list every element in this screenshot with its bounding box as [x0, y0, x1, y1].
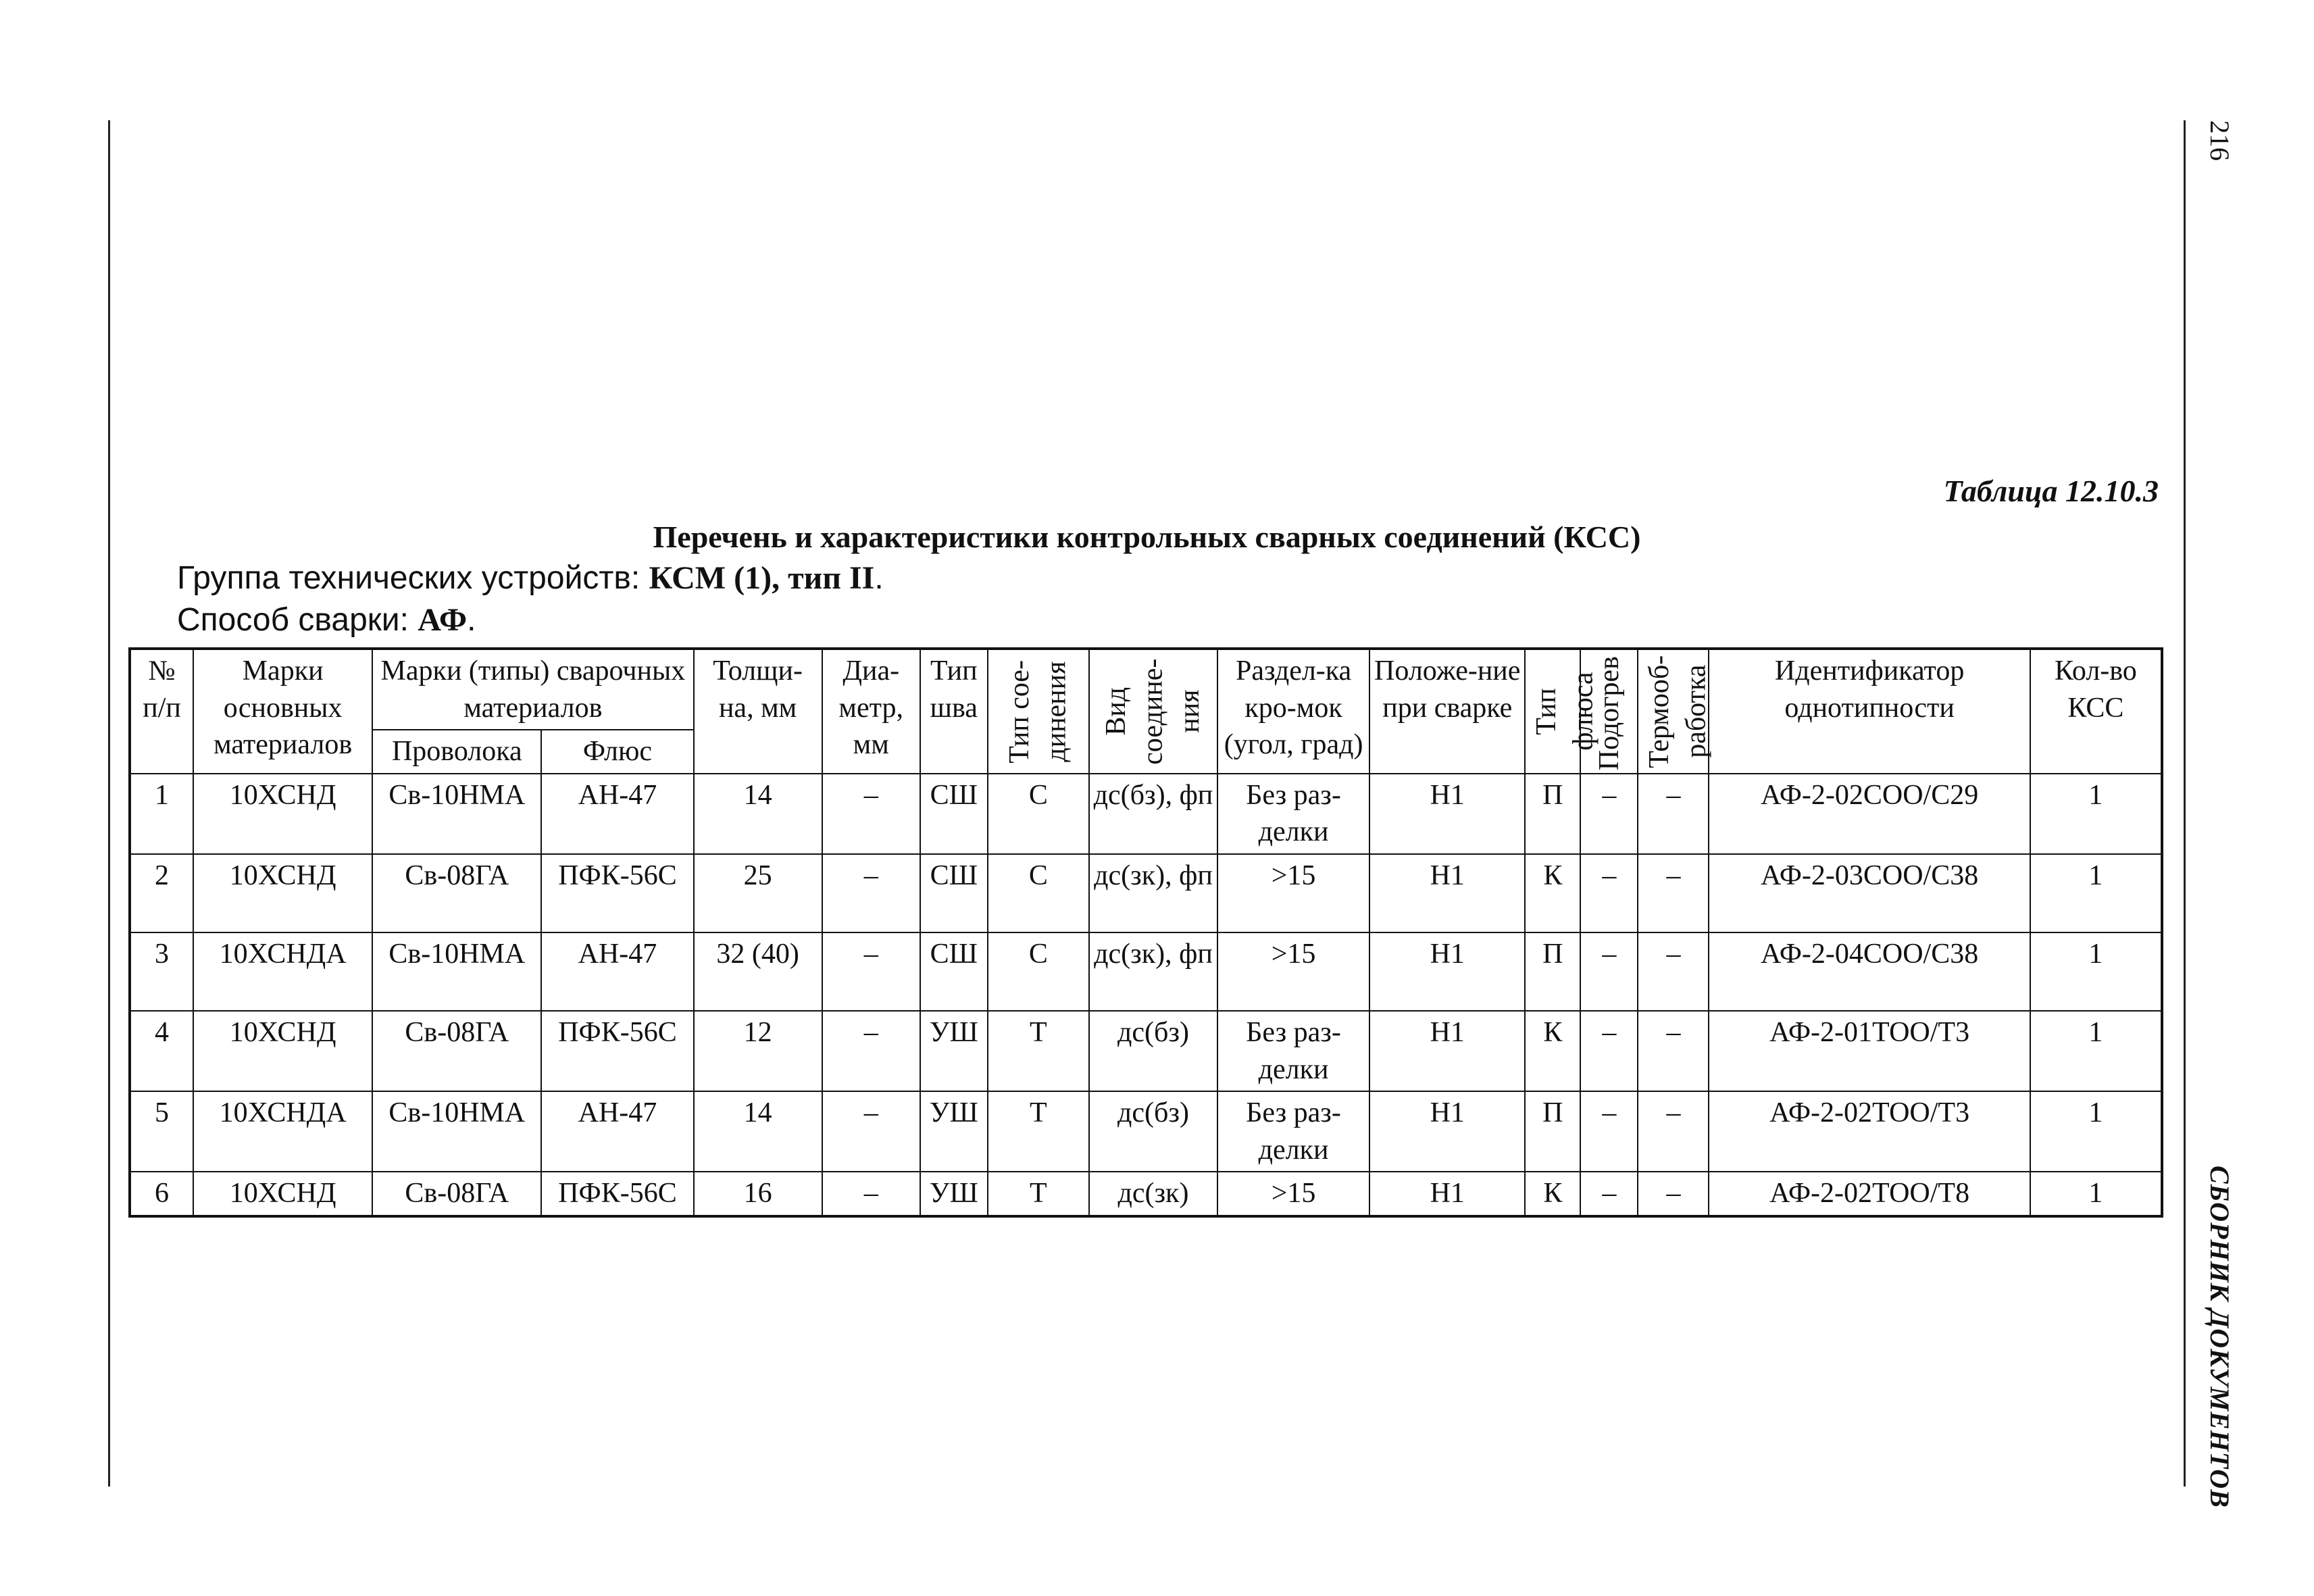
header-thickness: Толщи-на, мм: [694, 649, 822, 774]
cell-diameter: –: [822, 932, 920, 1011]
cell-position: Н1: [1369, 1172, 1525, 1216]
cell-position: Н1: [1369, 932, 1525, 1011]
cell-joint-type: Т: [988, 1011, 1089, 1091]
header-position: Положе-ние при сварке: [1369, 649, 1525, 774]
cell-flux-type: К: [1525, 854, 1580, 932]
table-header-row: [130, 649, 2162, 730]
cell-flux-type: П: [1525, 774, 1580, 854]
cell-count: 1: [2030, 854, 2162, 932]
cell-flux-type: П: [1525, 932, 1580, 1011]
running-title: СБОРНИК ДОКУМЕНТОВ: [2205, 1166, 2235, 1508]
cell-seam-type: СШ: [920, 854, 988, 932]
cell-joint-type: С: [988, 932, 1089, 1011]
cell-count: 1: [2030, 1172, 2162, 1216]
cell-thickness: 14: [694, 1091, 822, 1172]
cell-flux: ПФК-56С: [541, 854, 693, 932]
header-seam-type: Тип шва: [920, 649, 988, 774]
cell-seam-type: УШ: [920, 1091, 988, 1172]
cell-identifier: АФ-2-01ТОО/Т3: [1709, 1011, 2030, 1091]
table-row: [130, 1172, 2162, 1216]
cell-identifier: АФ-2-03СОО/С38: [1709, 854, 2030, 932]
table-row: [130, 1091, 2162, 1172]
header-flux-type-cell: [1525, 649, 1599, 774]
cell-flux-type: П: [1525, 1091, 1580, 1172]
left-margin-rule: [108, 120, 110, 1487]
cell-preheat: –: [1580, 1091, 1638, 1172]
cell-base-material: 10ХСНД: [193, 854, 372, 932]
cell-num: 3: [130, 932, 193, 1011]
cell-preheat: –: [1580, 774, 1638, 854]
header-count: Кол-во КСС: [2030, 649, 2162, 774]
cell-preheat: –: [1580, 854, 1638, 932]
cell-base-material: 10ХСНДА: [193, 932, 372, 1011]
cell-flux: АН-47: [541, 1091, 693, 1172]
cell-seam-type: СШ: [920, 932, 988, 1011]
cell-position: Н1: [1369, 774, 1525, 854]
equipment-group-value: КСМ (1), тип II: [649, 560, 875, 596]
cell-heat-treatment: –: [1638, 1091, 1709, 1172]
cell-identifier: АФ-2-02ТОО/Т3: [1709, 1091, 2030, 1172]
cell-base-material: 10ХСНД: [193, 774, 372, 854]
header-joint-kind-cell: [1089, 649, 1217, 774]
cell-wire: Св-10НМА: [372, 1091, 541, 1172]
cell-preheat: –: [1580, 1172, 1638, 1216]
kss-table: [128, 647, 2163, 1218]
cell-heat-treatment: –: [1638, 774, 1709, 854]
cell-wire: Св-08ГА: [372, 1011, 541, 1091]
cell-position: Н1: [1369, 854, 1525, 932]
cell-edge-prep: Без раз-делки: [1217, 1091, 1369, 1172]
cell-thickness: 32 (40): [694, 932, 822, 1011]
cell-base-material: 10ХСНД: [193, 1011, 372, 1091]
cell-wire: Св-10НМА: [372, 932, 541, 1011]
cell-count: 1: [2030, 932, 2162, 1011]
welding-method-label: Способ сварки:: [177, 602, 418, 638]
header-diameter: Диа-метр, мм: [822, 649, 920, 774]
welding-method-line: Способ сварки: АФ.: [177, 602, 476, 638]
cell-edge-prep: >15: [1217, 854, 1369, 932]
cell-edge-prep: Без раз-делки: [1217, 1011, 1369, 1091]
cell-num: 6: [130, 1172, 193, 1216]
cell-identifier: АФ-2-02СОО/С29: [1709, 774, 2030, 854]
cell-count: 1: [2030, 1011, 2162, 1091]
equipment-group-line: Группа технических устройств: КСМ (1), тип II.: [177, 560, 884, 596]
header-edge-prep: Раздел-ка кро-мок (угол, град): [1217, 649, 1369, 774]
cell-num: 1: [130, 774, 193, 854]
cell-base-material: 10ХСНД: [193, 1172, 372, 1216]
welding-method-value: АФ: [418, 602, 468, 638]
header-joint-type-cell: [988, 649, 1089, 774]
table-row: [130, 854, 2162, 932]
cell-identifier: АФ-2-04СОО/С38: [1709, 932, 2030, 1011]
cell-seam-type: УШ: [920, 1172, 988, 1216]
cell-flux-type: К: [1525, 1011, 1580, 1091]
table-title: Перечень и характеристики контрольных сварных соединений (КСС): [653, 520, 1641, 554]
header-num: № п/п: [130, 649, 193, 774]
cell-diameter: –: [822, 1091, 920, 1172]
cell-position: Н1: [1369, 1011, 1525, 1091]
cell-edge-prep: Без раз-делки: [1217, 774, 1369, 854]
cell-joint-kind: дс(зк), фп: [1089, 932, 1217, 1011]
header-wire: Проволока: [372, 730, 541, 774]
table-number: Таблица 12.10.3: [1943, 474, 2159, 508]
cell-thickness: 12: [694, 1011, 822, 1091]
cell-heat-treatment: –: [1638, 932, 1709, 1011]
cell-flux: АН-47: [541, 774, 693, 854]
cell-thickness: 14: [694, 774, 822, 854]
cell-position: Н1: [1369, 1091, 1525, 1172]
cell-wire: Св-08ГА: [372, 854, 541, 932]
header-weld-materials: Марки (типы) сварочных материалов: [372, 649, 693, 730]
cell-flux: АН-47: [541, 932, 693, 1011]
table-row: [130, 932, 2162, 1011]
cell-edge-prep: >15: [1217, 932, 1369, 1011]
cell-num: 5: [130, 1091, 193, 1172]
page-number: 216: [2205, 120, 2235, 161]
cell-joint-type: С: [988, 854, 1089, 932]
table-row: [130, 774, 2162, 854]
cell-joint-type: Т: [988, 1091, 1089, 1172]
cell-thickness: 25: [694, 854, 822, 932]
cell-identifier: АФ-2-02ТОО/Т8: [1709, 1172, 2030, 1216]
cell-flux-type: К: [1525, 1172, 1580, 1216]
header-flux-type: Тип флюса: [1531, 672, 1599, 751]
header-flux: Флюс: [541, 730, 693, 774]
cell-count: 1: [2030, 1091, 2162, 1172]
cell-thickness: 16: [694, 1172, 822, 1216]
cell-heat-treatment: –: [1638, 1011, 1709, 1091]
cell-wire: Св-08ГА: [372, 1172, 541, 1216]
cell-num: 2: [130, 854, 193, 932]
cell-count: 1: [2030, 774, 2162, 854]
equipment-group-label: Группа технических устройств:: [177, 560, 649, 596]
header-joint-kind: Вид соедине-ния: [1101, 658, 1206, 765]
cell-joint-kind: дс(зк): [1089, 1172, 1217, 1216]
header-identifier: Идентификатор однотипности: [1709, 649, 2030, 774]
cell-joint-type: С: [988, 774, 1089, 854]
cell-edge-prep: >15: [1217, 1172, 1369, 1216]
table-body: [130, 774, 2162, 1216]
cell-flux: ПФК-56С: [541, 1011, 693, 1091]
cell-joint-kind: дс(бз): [1089, 1011, 1217, 1091]
table-row: [130, 1011, 2162, 1091]
cell-preheat: –: [1580, 1011, 1638, 1091]
cell-diameter: –: [822, 1011, 920, 1091]
cell-joint-type: Т: [988, 1172, 1089, 1216]
cell-seam-type: УШ: [920, 1011, 988, 1091]
cell-flux: ПФК-56С: [541, 1172, 693, 1216]
cell-joint-kind: дс(бз): [1089, 1091, 1217, 1172]
cell-diameter: –: [822, 774, 920, 854]
header-joint-type: Тип сое-динения: [1004, 659, 1072, 764]
header-heat-treatment: Термооб-работка: [1644, 655, 1712, 768]
cell-diameter: –: [822, 1172, 920, 1216]
cell-diameter: –: [822, 854, 920, 932]
header-heat-treatment-cell: [1638, 649, 1712, 774]
cell-seam-type: СШ: [920, 774, 988, 854]
cell-num: 4: [130, 1011, 193, 1091]
header-base-materials: Марки основных материалов: [193, 649, 372, 774]
cell-heat-treatment: –: [1638, 854, 1709, 932]
right-margin-rule: [2184, 120, 2186, 1487]
cell-joint-kind: дс(зк), фп: [1089, 854, 1217, 932]
header-preheat: Подогрев: [1593, 655, 1625, 770]
cell-joint-kind: дс(бз), фп: [1089, 774, 1217, 854]
cell-heat-treatment: –: [1638, 1172, 1709, 1216]
cell-wire: Св-10НМА: [372, 774, 541, 854]
cell-base-material: 10ХСНДА: [193, 1091, 372, 1172]
cell-preheat: –: [1580, 932, 1638, 1011]
